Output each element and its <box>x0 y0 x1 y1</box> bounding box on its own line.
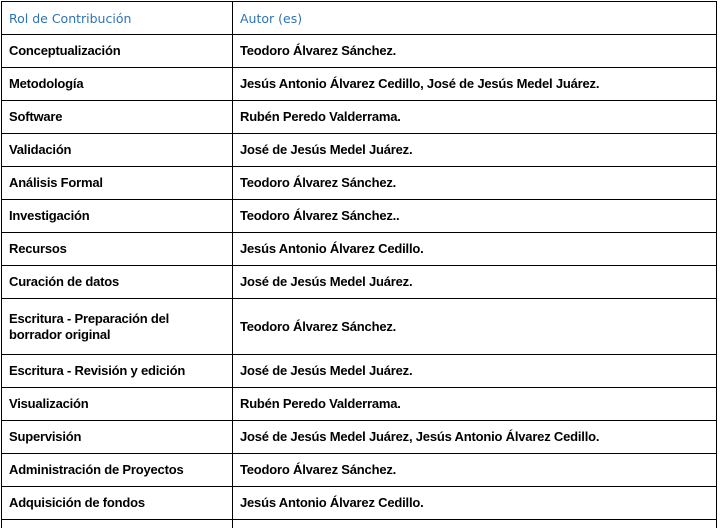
table-row <box>2 421 717 454</box>
authors-cell: Teodoro Álvarez Sánchez. <box>233 454 717 487</box>
role-cell: Validación <box>2 134 233 167</box>
role-cell: Administración de Proyectos <box>2 454 233 487</box>
authors-cell: Jesús Antonio Álvarez Cedillo, José de Jesús Medel Juárez. <box>233 68 717 101</box>
authors-cell: Teodoro Álvarez Sánchez. <box>233 167 717 200</box>
role-cell: Escritura - Revisión y edición <box>2 355 233 388</box>
table-row <box>2 266 717 299</box>
table-body <box>2 35 717 528</box>
table-row <box>2 299 717 355</box>
table-row <box>2 233 717 266</box>
table-row <box>2 134 717 167</box>
authors-cell: José de Jesús Medel Juárez. <box>233 355 717 388</box>
role-cell: Escritura - Preparación del borrador original <box>2 299 233 355</box>
role-cell: Visualización <box>2 388 233 421</box>
authors-cell: Teodoro Álvarez Sánchez. <box>233 35 717 68</box>
authors-cell: Jesús Antonio Álvarez Cedillo. <box>233 233 717 266</box>
role-cell: Investigación <box>2 200 233 233</box>
authors-cell: José de Jesús Medel Juárez. <box>233 134 717 167</box>
column-header-authors: Autor (es) <box>233 2 717 35</box>
authors-cell: José de Jesús Medel Juárez, Jesús Antonio Álvarez Cedillo. <box>233 421 717 454</box>
table-row <box>2 454 717 487</box>
contribution-table <box>1 1 717 528</box>
authors-cell: Teodoro Álvarez Sánchez. <box>233 299 717 355</box>
column-header-role: Rol de Contribución <box>2 2 233 35</box>
role-cell: Adquisición de fondos <box>2 487 233 520</box>
table-row <box>2 101 717 134</box>
table-row <box>2 68 717 101</box>
role-cell: Conceptualización <box>2 35 233 68</box>
role-cell: Metodología <box>2 68 233 101</box>
role-cell: Recursos <box>2 233 233 266</box>
table-row <box>2 487 717 520</box>
authors-cell: José de Jesús Medel Juárez. <box>233 266 717 299</box>
role-cell: Software <box>2 101 233 134</box>
authors-cell: Rubén Peredo Valderrama. <box>233 388 717 421</box>
authors-cell: Teodoro Álvarez Sánchez.. <box>233 200 717 233</box>
partial-row <box>2 520 717 528</box>
role-cell: Supervisión <box>2 421 233 454</box>
authors-cell: Rubén Peredo Valderrama. <box>233 101 717 134</box>
role-cell: Curación de datos <box>2 266 233 299</box>
table-row <box>2 167 717 200</box>
table-row <box>2 388 717 421</box>
authors-cell <box>233 520 717 528</box>
table-row <box>2 200 717 233</box>
header-row <box>2 2 717 35</box>
role-cell: Análisis Formal <box>2 167 233 200</box>
role-cell <box>2 520 233 528</box>
table-row <box>2 355 717 388</box>
authors-cell: Jesús Antonio Álvarez Cedillo. <box>233 487 717 520</box>
table-row <box>2 35 717 68</box>
